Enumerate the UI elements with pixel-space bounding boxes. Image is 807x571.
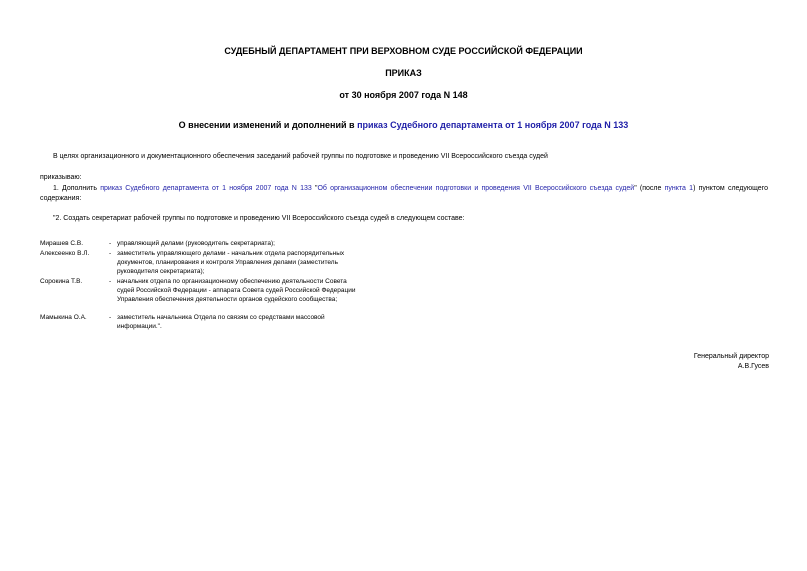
item-1-title-link[interactable]: Об организационном обеспечении подготовки и проведения VII Всероссийского съезда судей bbox=[317, 185, 635, 192]
item-1-after-title: " (после bbox=[634, 185, 665, 192]
member-name: Мамыкина О.А. bbox=[40, 314, 87, 321]
item-2-paragraph: "2. Создать секретариат рабочей группы по подготовке и проведению VII Всероссийского съезда судей в следующем составе: bbox=[53, 215, 465, 222]
item-1-suffix: ) пунктом следующего содержания: bbox=[40, 185, 768, 202]
signatory-position: Генеральный директор bbox=[693, 353, 769, 360]
member-role: начальник отдела по организационному обеспечению деятельности Совета судей Российской Федерации - аппарата Совета судей Российской Федерации Управления обеспечения деятельности органов судейского сообщества; bbox=[117, 278, 356, 303]
member-name: Сорокина Т.В. bbox=[40, 278, 83, 285]
item-1-point-link[interactable]: пункта 1 bbox=[664, 185, 694, 192]
member-dash: - bbox=[109, 278, 112, 285]
organization-title: СУДЕБНЫЙ ДЕПАРТАМЕНТ ПРИ ВЕРХОВНОМ СУДЕ РОССИЙСКОЙ ФЕДЕРАЦИИ bbox=[224, 46, 583, 56]
subject-link[interactable]: приказ Судебного департамента от 1 ноября 2007 года N 133 bbox=[357, 120, 629, 130]
member-dash: - bbox=[109, 250, 112, 257]
signatory-name: А.В.Гусев bbox=[737, 363, 769, 370]
document-subject bbox=[0, 120, 807, 131]
item-1-paragraph bbox=[40, 184, 768, 204]
item-1-order-link[interactable]: приказ Судебного департамента от 1 ноября 2007 года N 133 bbox=[100, 185, 312, 192]
item-1-quote-open: " bbox=[311, 185, 318, 192]
member-role: заместитель начальника Отдела по связям со средствами массовой информации.". bbox=[117, 314, 325, 330]
member-name: Алексеенко В.Л. bbox=[40, 250, 90, 257]
subject-prefix: О внесении изменений и дополнений в bbox=[178, 120, 358, 130]
intro-paragraph: В целях организационного и документационного обеспечения заседаний рабочей группы по подготовке и проведению VII Всероссийского съезда судей bbox=[53, 153, 548, 160]
member-role: управляющий делами (руководитель секретариата); bbox=[117, 240, 275, 247]
document-date-number: от 30 ноября 2007 года N 148 bbox=[339, 90, 468, 100]
member-name: Мирашев С.В. bbox=[40, 240, 84, 247]
member-dash: - bbox=[109, 314, 112, 321]
document-type: ПРИКАЗ bbox=[385, 68, 422, 78]
member-role: заместитель управляющего делами - начальник отдела распорядительных документов, планирования и контроля Управления делами (заместитель руководителя секретариата); bbox=[117, 250, 345, 275]
order-word: приказываю: bbox=[40, 174, 82, 181]
member-dash: - bbox=[109, 240, 112, 247]
item-1-prefix: 1. Дополнить bbox=[53, 185, 101, 192]
